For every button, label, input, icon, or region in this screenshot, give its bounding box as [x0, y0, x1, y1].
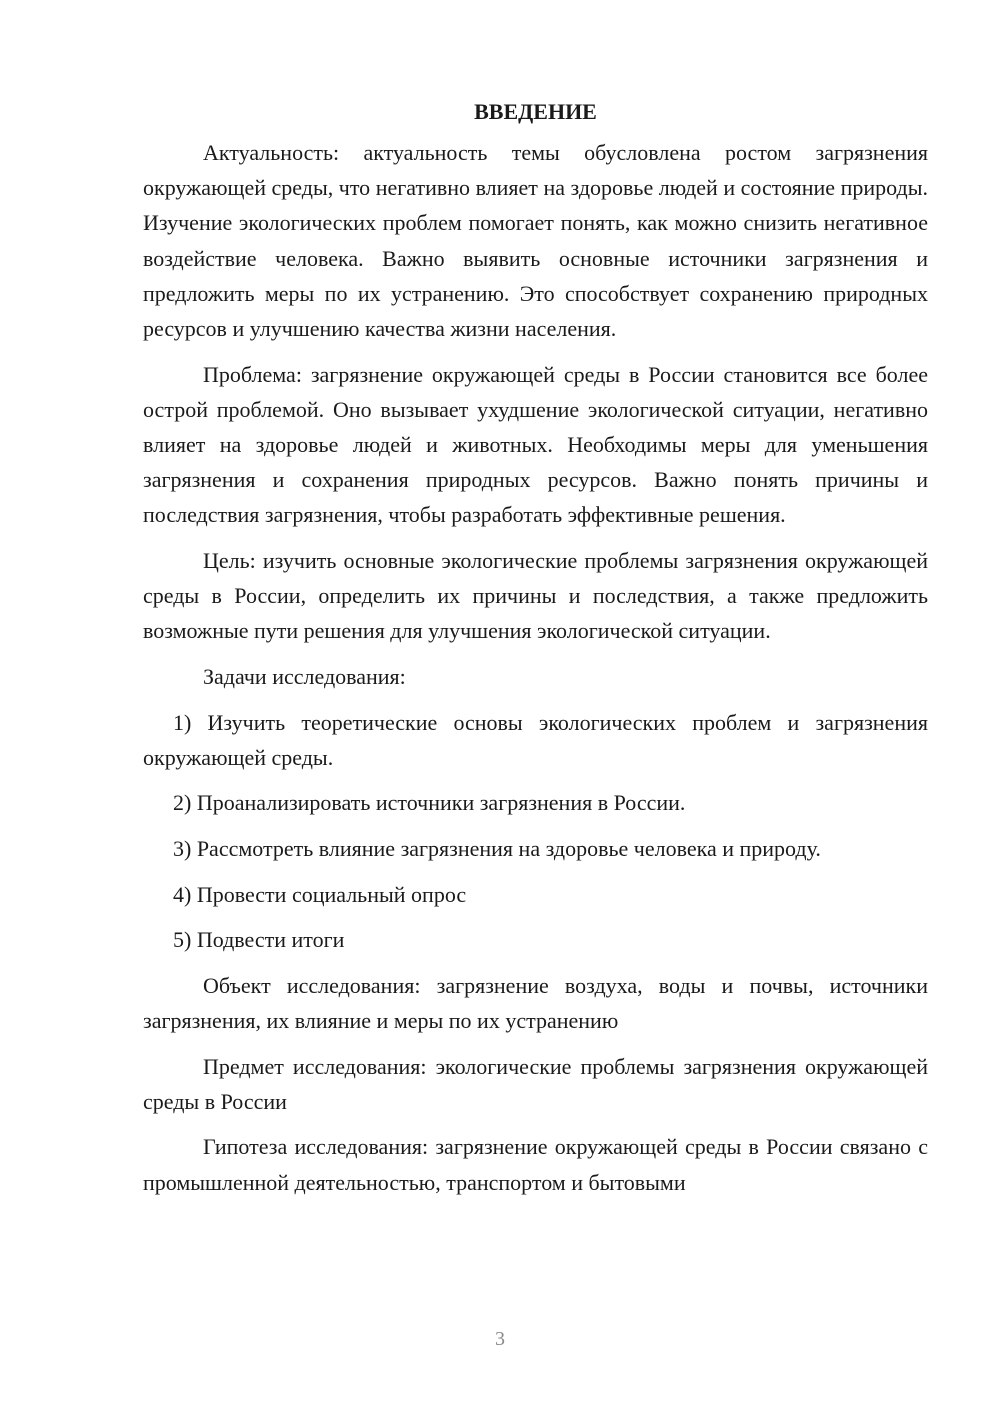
page-title: ВВЕДЕНИЕ	[474, 99, 597, 124]
paragraph-problem: Проблема: загрязнение окружающей среды в России становится все более острой проблемой. Оно вызывает ухудшение экологической ситуации, негативно влияет на здоровье людей и животных. Необходимы меры для уменьшения загрязнения и сохранения природных ресурсов. Важно понять причины и последствия загрязнения, чтобы разработать эффективные решения.	[143, 361, 928, 528]
list-item: 3) Рассмотреть влияние загрязнения на здоровье человека и природу.	[173, 836, 821, 861]
paragraph-object: Объект исследования: загрязнение воздуха, воды и почвы, источники загрязнения, их влияние и меры по их устранению	[143, 972, 928, 1033]
paragraph-hypothesis: Гипотеза исследования: загрязнение окружающей среды в России связано с промышленной деятельностью, транспортом и бытовыми	[143, 1134, 928, 1195]
paragraph-subject: Предмет исследования: экологические проблемы загрязнения окружающей среды в России	[143, 1053, 928, 1114]
list-item: 1) Изучить теоретические основы экологических проблем и загрязнения окружающей среды.	[143, 709, 928, 770]
paragraph-goal: Цель: изучить основные экологические проблемы загрязнения окружающей среды в России, определить их причины и последствия, а также предложить возможные пути решения для улучшения экологической ситуации.	[143, 548, 928, 644]
list-item: 4) Провести социальный опрос	[173, 881, 467, 907]
list-item: 5) Подвести итоги	[173, 927, 345, 953]
page-number: 3	[495, 1328, 505, 1350]
list-item: 2) Проанализировать источники загрязнения в России.	[173, 790, 686, 816]
paragraph-tasks-intro: Задачи исследования:	[203, 664, 406, 690]
page-body	[143, 94, 928, 1210]
paragraph-relevance: Актуальность: актуальность темы обусловлена ростом загрязнения окружающей среды, что негативно влияет на здоровье людей и состояние природы. Изучение экологических проблем помогает понять, как можно снизить негативное воздействие человека. Важно выявить основные источники загрязнения и предложить меры по их устранению. Это способствует сохранению природных ресурсов и улучшению качества жизни населения.	[143, 140, 928, 342]
task-list	[143, 705, 928, 958]
